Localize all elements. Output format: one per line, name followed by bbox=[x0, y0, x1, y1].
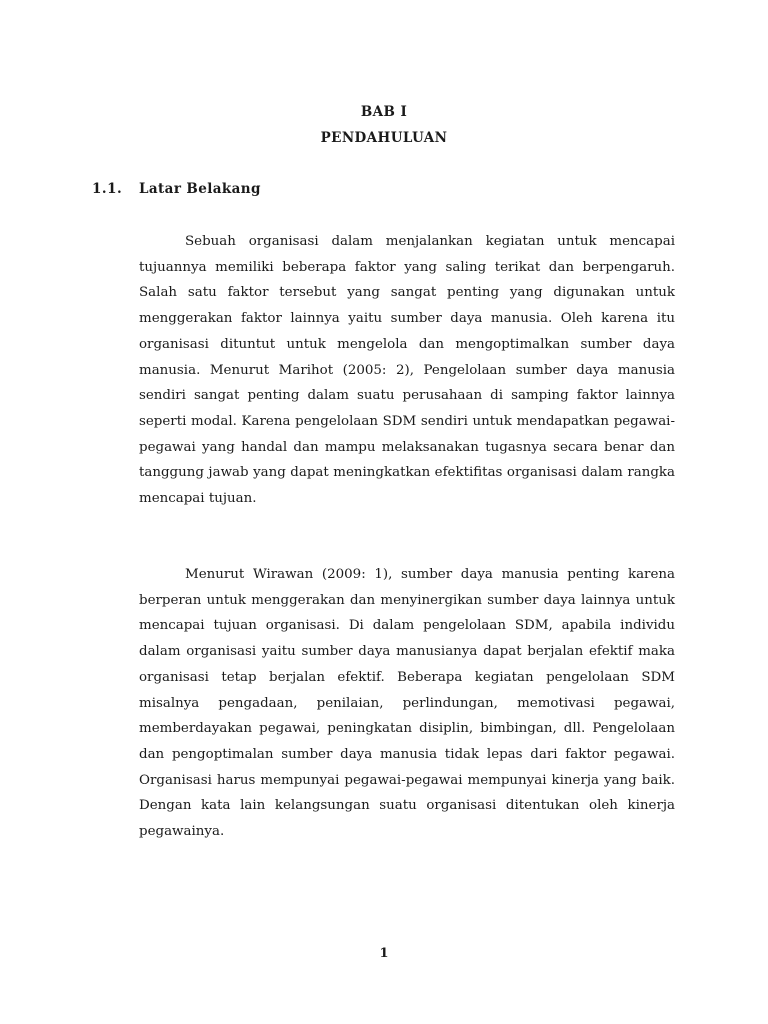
section-number: 1.1. bbox=[92, 181, 123, 197]
section-title: Latar Belakang bbox=[139, 181, 261, 197]
chapter-title: PENDAHULUAN bbox=[320, 130, 448, 146]
chapter-label: BAB I bbox=[360, 104, 408, 120]
page-number: 1 bbox=[379, 946, 389, 961]
paragraph: Menurut Wirawan (2009: 1), sumber daya manusia penting karena berperan untuk menggerakan dan menyinergikan sumber daya lainnya untuk mencapai tujuan organisasi. Di dalam pengelolaan SDM, apabila individu dalam organisasi yaitu sumber daya manusianya dapat berjalan efektif maka organisasi tetap berjalan efektif. Beberapa kegiatan pengelolaan SDM misalnya pengadaan, penilaian, perlindungan, memotivasi pegawai, memberdayakan pegawai, peningkatan disiplin, bimbingan, dll. Pengelolaan dan pengoptimalan sumber daya manusia tidak lepas dari faktor pegawai. Organisasi harus mempunyai pegawai-pegawai mempunyai kinerja yang baik. Dengan kata lain kelangsungan suatu organisasi ditentukan oleh kinerja pegawainya. bbox=[139, 567, 675, 840]
paragraph: Sebuah organisasi dalam menjalankan kegiatan untuk mencapai tujuannya memiliki beberapa faktor yang saling terikat dan berpengaruh. Salah satu faktor tersebut yang sangat penting yang digunakan untuk menggerakan faktor lainnya yaitu sumber daya manusia. Oleh karena itu organisasi dituntut untuk mengelola dan mengoptimalkan sumber daya manusia. Menurut Marihot (2005: 2), Pengelolaan sumber daya manusia sendiri sangat penting dalam suatu perusahaan di samping faktor lainnya seperti modal. Karena pengelolaan SDM sendiri untuk mendapatkan pegawai-pegawai yang handal dan mampu melaksanakan tugasnya secara benar dan tanggung jawab yang dapat meningkatkan efektifitas organisasi dalam rangka mencapai tujuan. bbox=[139, 234, 675, 507]
